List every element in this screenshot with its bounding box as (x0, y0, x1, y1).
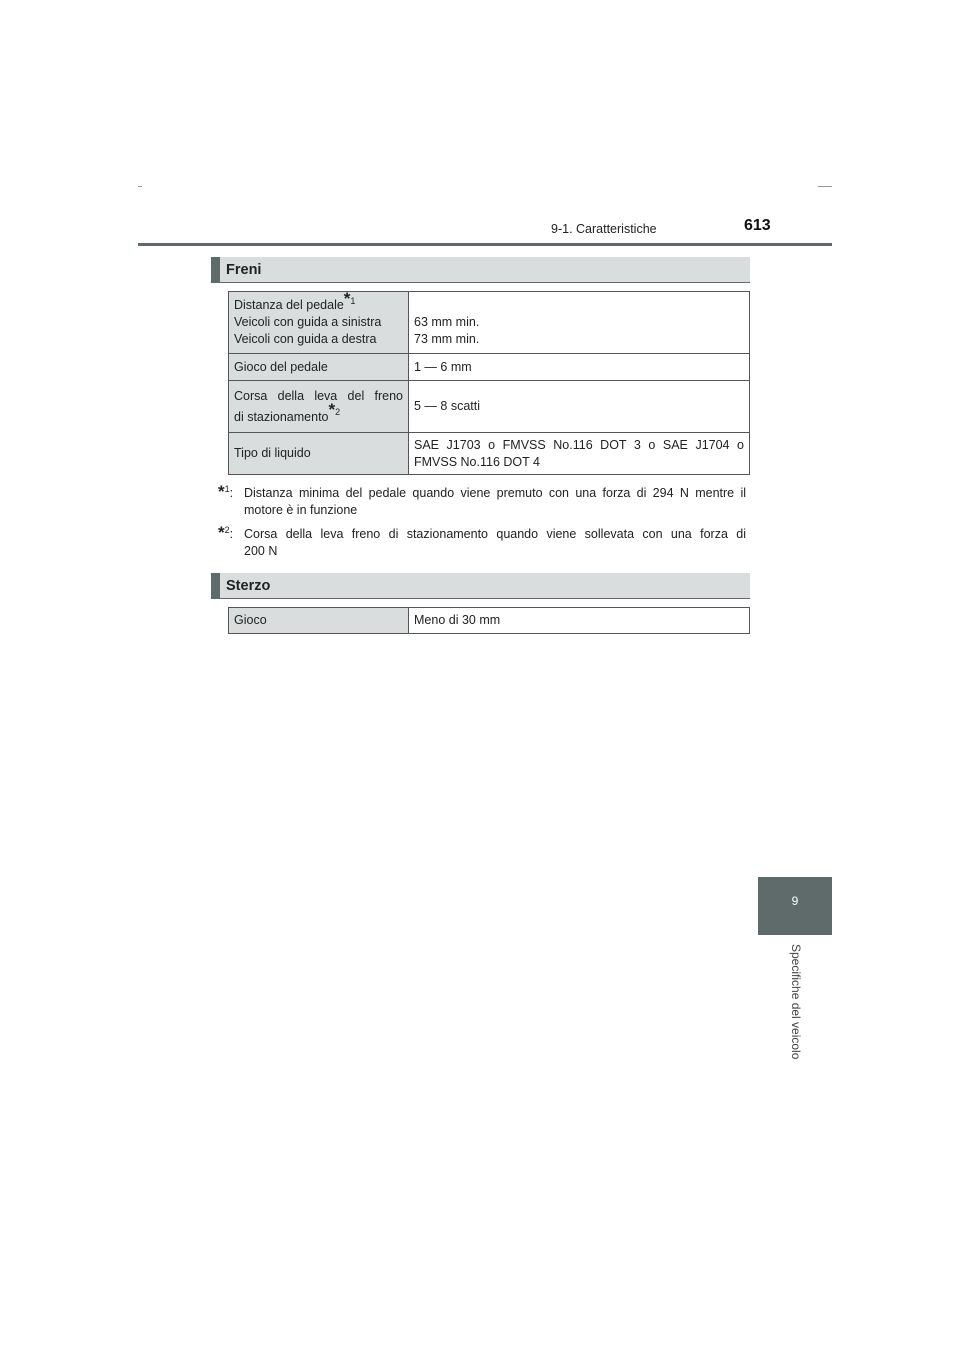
spec-label: Corsa della leva del freno di stazionamento$^{*2}$ (229, 381, 409, 433)
spec-value: 5 — 8 scatti (409, 381, 750, 433)
spec-value: SAE J1703 o FMVSS No.116 DOT 3 o SAE J1704 o FMVSS No.116 DOT 4 (409, 433, 750, 475)
section-heading-freni (211, 257, 750, 283)
section-title: Freni (226, 262, 262, 278)
table-row (229, 433, 750, 475)
steering-table (228, 607, 750, 634)
table-row (229, 354, 750, 381)
table-row (229, 292, 750, 354)
section-title: Sterzo (226, 578, 271, 594)
brakes-table (228, 288, 750, 475)
section-header: 9-1. Caratteristiche (551, 222, 657, 236)
spec-label: Gioco (229, 608, 409, 634)
spec-label: Tipo di liquido (229, 433, 409, 475)
spec-label: Distanza del pedale$^{*1}$ Veicoli con guida a sinistra Veicoli con guida a destra (229, 292, 409, 354)
footnote-2: *$^2$: Corsa della leva freno di stazionamento quando viene sollevata con una forza di 200 N (218, 523, 746, 558)
crop-mark-right (818, 186, 832, 187)
crop-mark-left (138, 186, 142, 187)
section-heading-sterzo (211, 573, 750, 599)
spec-label: Gioco del pedale (229, 354, 409, 381)
chapter-number: 9 (791, 894, 799, 908)
spec-value: Meno di 30 mm (409, 608, 750, 634)
table-row (229, 608, 750, 634)
header-rule (138, 243, 832, 246)
chapter-label: Specifiche del veicolo (789, 944, 803, 1060)
section-rule (211, 282, 750, 283)
footnote-1: *$^1$: Distanza minima del pedale quando viene premuto con una forza di 294 N mentre il motore è in funzione (218, 482, 746, 517)
spec-value: 1 — 6 mm (409, 354, 750, 381)
section-rule (211, 598, 750, 599)
spec-value: 63 mm min. 73 mm min. (409, 292, 750, 354)
table-row (229, 381, 750, 433)
page-number: 613 (744, 217, 771, 234)
